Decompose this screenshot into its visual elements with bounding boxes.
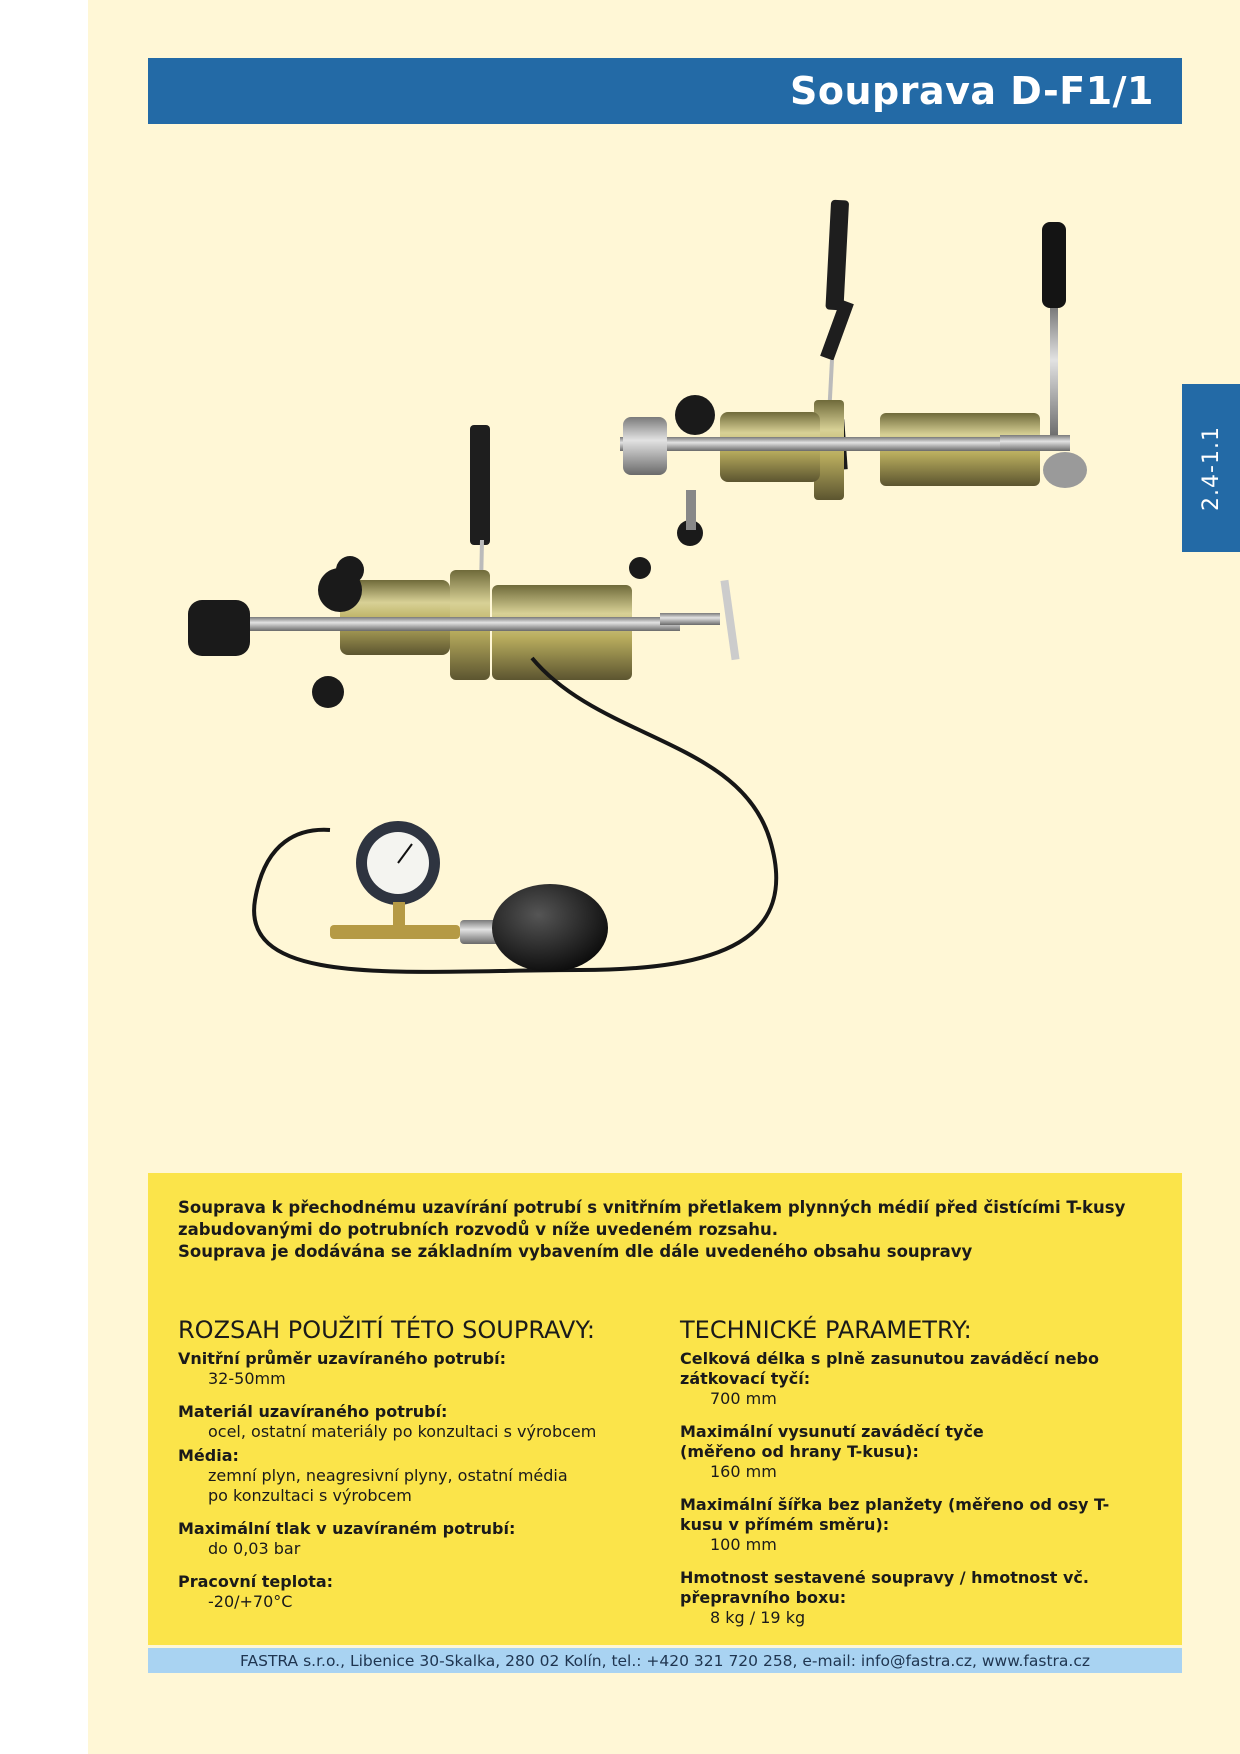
usage-value: ocel, ostatní materiály po konzultaci s výrobcem [208, 1422, 597, 1441]
company-contact: FASTRA s.r.o., Libenice 30-Skalka, 280 02 Kolín, tel.: +420 321 720 258, e-mail: info@fastra.cz, www.fastra.cz [240, 1651, 1090, 1670]
info-box [148, 1173, 1182, 1645]
section-tab [1182, 384, 1240, 552]
usage-item [178, 1402, 658, 1442]
usage-value: 32-50mm [208, 1369, 286, 1388]
intro-line-2: Souprava je dodávána se základním vybavením dle dále uvedeného obsahu soupravy [178, 1242, 973, 1261]
usage-value: -20/+70°C [208, 1592, 293, 1611]
param-label: Maximální vysunutí zaváděcí tyče (měřeno od hrany T-kusu): [680, 1422, 984, 1461]
usage-label: Pracovní teplota: [178, 1572, 334, 1591]
footer-bar [148, 1648, 1182, 1673]
product-photo [180, 180, 1100, 1140]
param-value: 700 mm [710, 1389, 777, 1408]
usage-label: Maximální tlak v uzavíraném potrubí: [178, 1519, 516, 1538]
param-value: 100 mm [710, 1535, 777, 1554]
usage-item [178, 1572, 658, 1612]
usage-heading: ROZSAH POUŽITÍ TÉTO SOUPRAVY: [178, 1316, 595, 1344]
usage-column [178, 1315, 658, 1625]
usage-label: Média: [178, 1446, 239, 1465]
usage-value: zemní plyn, neagresivní plyny, ostatní média po konzultaci s výrobcem [208, 1466, 568, 1505]
usage-item [178, 1519, 658, 1559]
param-item [680, 1495, 1160, 1555]
intro-line-1: Souprava k přechodnému uzavírání potrubí s vnitřním přetlakem plynných médií před čistícími T-kusy zabudovanými do potrubních rozvodů v níže uvedeném rozsahu. [178, 1198, 1126, 1239]
params-column [680, 1315, 1160, 1641]
param-item [680, 1349, 1160, 1409]
page-title: Souprava D-F1/1 [790, 69, 1154, 113]
usage-value: do 0,03 bar [208, 1539, 301, 1558]
param-label: Celková délka s plně zasunutou zaváděcí nebo zátkovací tyčí: [680, 1349, 1099, 1388]
param-value: 8 kg / 19 kg [710, 1608, 806, 1627]
usage-label: Materiál uzavíraného potrubí: [178, 1402, 448, 1421]
params-heading: TECHNICKÉ PARAMETRY: [680, 1316, 972, 1344]
usage-item [178, 1446, 658, 1506]
param-value: 160 mm [710, 1462, 777, 1481]
param-item [680, 1422, 1160, 1482]
param-label: Hmotnost sestavené soupravy / hmotnost vč. přepravního boxu: [680, 1568, 1089, 1607]
param-label: Maximální šířka bez planžety (měřeno od osy T-kusu v přímém směru): [680, 1495, 1110, 1534]
param-item [680, 1568, 1160, 1628]
section-number: 2.4-1.1 [1198, 425, 1224, 511]
title-bar [148, 58, 1182, 124]
intro-text [178, 1197, 1158, 1263]
upper-plug-unit [620, 200, 1087, 546]
usage-item [178, 1349, 658, 1389]
usage-label: Vnitřní průměr uzavíraného potrubí: [178, 1349, 506, 1368]
